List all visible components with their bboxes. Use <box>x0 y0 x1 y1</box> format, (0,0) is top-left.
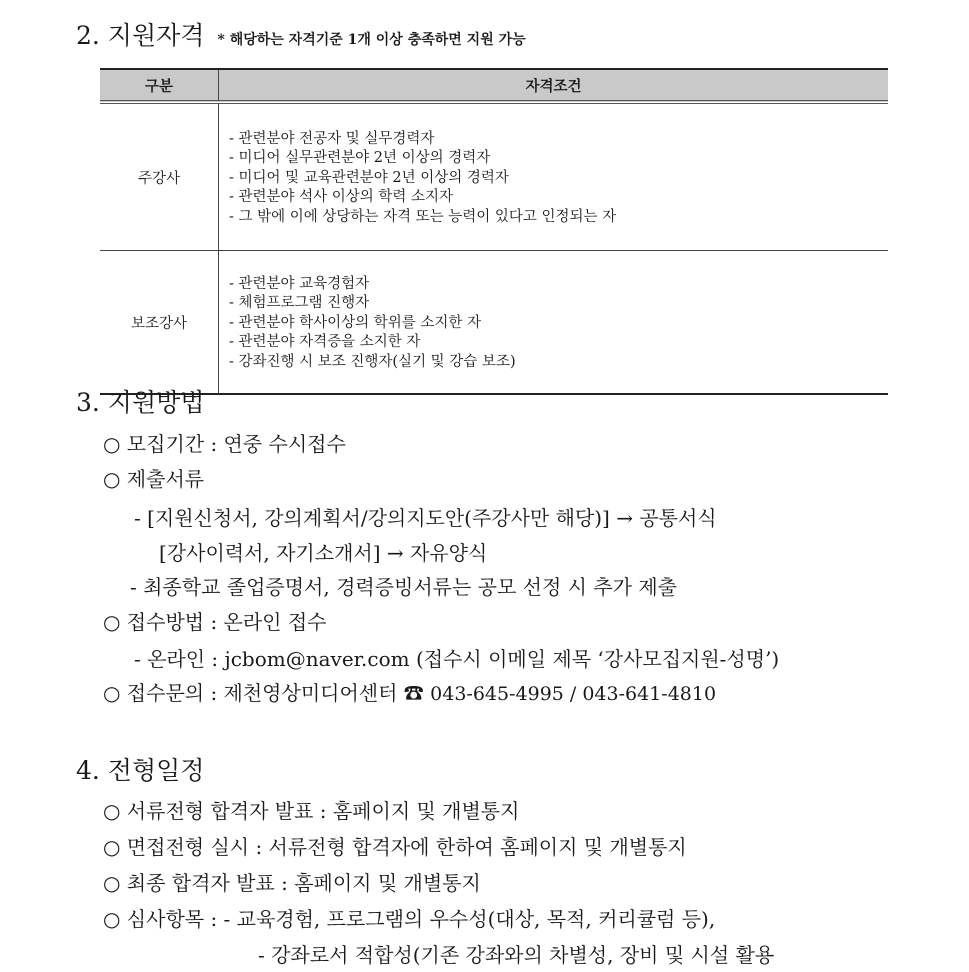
inquiry-phones: 043-645-4995 / 043-641-4810 <box>430 683 717 705</box>
submission-online: - 온라인 : jcbom@naver.com (접수시 이메일 제목 ‘강사모집지원-성명’) <box>134 647 780 671</box>
section-2-header <box>76 16 526 52</box>
table-row-main-instructor <box>100 102 888 251</box>
schedule-item: ○ 서류전형 합격자 발표 : 홈페이지 및 개별통지 <box>103 799 520 823</box>
inquiry-label: ○ 접수문의 : 제천영상미디어센터 <box>103 681 398 705</box>
condition-item: - 미디어 실무관련분야 2년 이상의 경력자 <box>229 150 491 167</box>
section-3-title: 3. 지원방법 <box>76 388 205 417</box>
section-2-note: * 해당하는 자격기준 1개 이상 충족하면 지원 가능 <box>217 32 526 48</box>
condition-item: - 미디어 및 교육관련분야 2년 이상의 경력자 <box>229 169 509 186</box>
inquiry-line <box>103 677 716 706</box>
conditions-cell <box>219 251 889 395</box>
category-cell: 주강사 <box>100 102 219 251</box>
header-category: 구분 <box>100 69 219 102</box>
phone-icon: ☎ <box>403 681 424 705</box>
qualification-table <box>100 68 888 395</box>
condition-item: - 강좌진행 시 보조 진행자(실기 및 강습 보조) <box>229 353 516 370</box>
recruit-period: ○ 모집기간 : 연중 수시접수 <box>103 432 346 456</box>
header-conditions: 자격조건 <box>219 69 889 102</box>
condition-item: - 체험프로그램 진행자 <box>229 295 370 312</box>
schedule-item-cont: - 강좌로서 적합성(기존 강좌와의 차별성, 장비 및 시설 활용 <box>258 943 775 967</box>
documents-free: [강사이력서, 자기소개서] → 자유양식 <box>159 541 488 565</box>
condition-item: - 관련분야 전공자 및 실무경력자 <box>229 130 435 147</box>
condition-item: - 관련분야 자격증을 소지한 자 <box>229 334 421 351</box>
conditions-cell <box>219 102 889 251</box>
submission-method: ○ 접수방법 : 온라인 접수 <box>103 610 327 634</box>
schedule-item: ○ 심사항목 : - 교육경험, 프로그램의 우수성(대상, 목적, 커리큘럼 등), <box>103 907 716 931</box>
condition-item: - 관련분야 교육경험자 <box>229 275 370 292</box>
section-2-title: 2. 지원자격 <box>76 21 205 50</box>
condition-item: - 관련분야 학사이상의 학위를 소지한 자 <box>229 314 482 331</box>
documents-heading: ○ 제출서류 <box>103 467 205 491</box>
documents-additional: - 최종학교 졸업증명서, 경력증빙서류는 공모 선정 시 추가 제출 <box>130 575 677 599</box>
schedule-item: ○ 최종 합격자 발표 : 홈페이지 및 개별통지 <box>103 871 481 895</box>
condition-item: - 그 밖에 이에 상당하는 자격 또는 능력이 있다고 인정되는 자 <box>229 208 617 225</box>
condition-item: - 관련분야 석사 이상의 학력 소지자 <box>229 189 454 206</box>
section-4-title: 4. 전형일정 <box>76 756 205 785</box>
category-cell: 보조강사 <box>100 251 219 395</box>
table-row-assistant-instructor <box>100 251 888 395</box>
table-header-row <box>100 69 888 102</box>
documents-common: - [지원신청서, 강의계획서/강의지도안(주강사만 해당)] → 공통서식 <box>134 506 717 530</box>
schedule-item: ○ 면접전형 실시 : 서류전형 합격자에 한하여 홈페이지 및 개별통지 <box>103 835 687 859</box>
